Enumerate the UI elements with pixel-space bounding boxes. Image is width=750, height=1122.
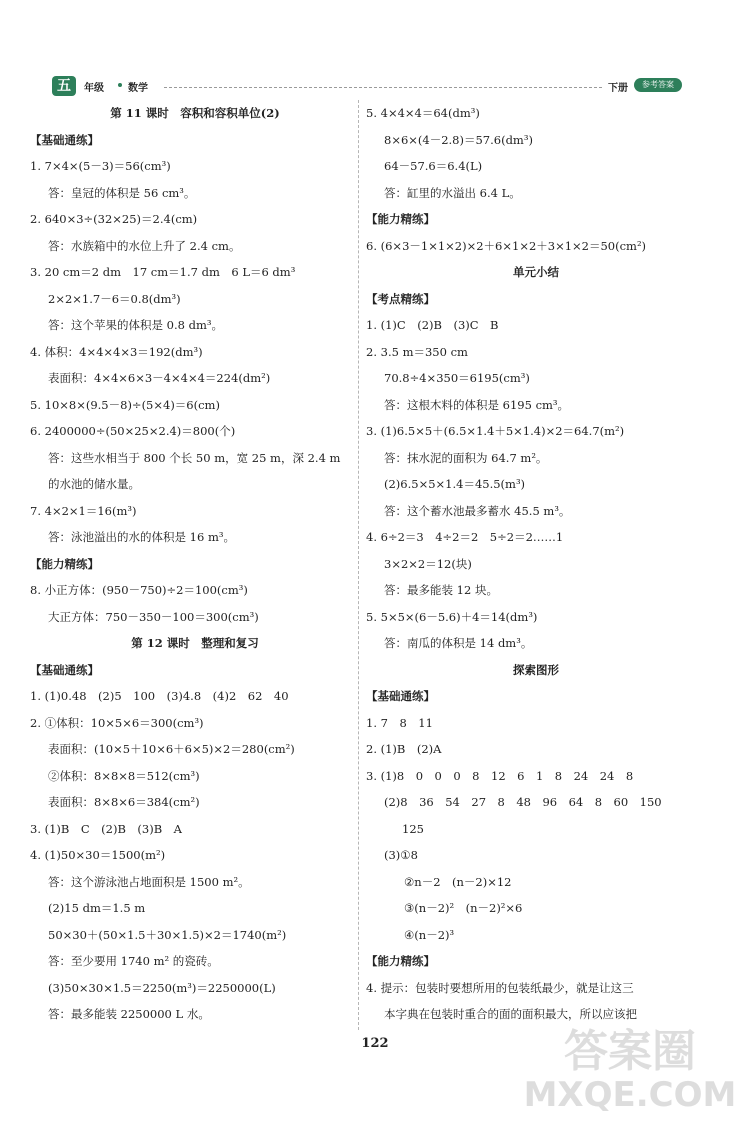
answer-line: ③(n－2)² (n－2)²×6 (404, 901, 523, 915)
answer-line: 答：最多能装 12 块。 (384, 583, 498, 597)
answer-line: 答：至少要用 1740 m² 的瓷砖。 (48, 954, 219, 968)
lesson-title: 第 12 课时 整理和复习 (131, 636, 259, 650)
answer-line: 3. (1)6.5×5＋(6.5×1.4＋5×1.4)×2＝64.7(m²) (366, 424, 625, 438)
answer-line: 答：南瓜的体积是 14 dm³。 (384, 636, 533, 650)
answer-line: 大正方体：750－350－100＝300(cm³) (48, 609, 259, 624)
answer-line: 4. 提示：包装时要想所用的包装纸最少，就是让这三 (366, 980, 634, 995)
answer-line: 答：这些水相当于 800 个长 50 m，宽 25 m，深 2.4 m (48, 450, 341, 465)
answer-line: 1. (1)C (2)B (3)C B (366, 318, 499, 332)
answer-line: (2)6.5×5×1.4＝45.5(m³) (384, 477, 526, 491)
answer-line: 1. (1)0.48 (2)5 100 (3)4.8 (4)2 62 40 (30, 689, 289, 703)
volume-label: 下册 (608, 83, 628, 94)
answer-line: 4. 体积：4×4×4×3＝192(dm³) (30, 344, 203, 359)
left-column (30, 100, 360, 1028)
answer-line: (2)8 36 54 27 8 48 96 64 8 60 150 (384, 795, 662, 809)
answer-line: 答：水族箱中的水位上升了 2.4 cm。 (48, 238, 241, 253)
answer-line: 3. 20 cm＝2 dm 17 cm＝1.7 dm 6 L＝6 dm³ (30, 265, 296, 279)
watermark-url: MXQE.COM (523, 1075, 737, 1115)
answer-line: 的水池的储水量。 (48, 477, 140, 491)
answer-line: 5. 4×4×4＝64(dm³) (366, 106, 480, 120)
section-heading: 【基础通练】 (30, 132, 99, 147)
answer-line: (3)50×30×1.5＝2250(m³)＝2250000(L) (48, 980, 276, 995)
answer-line: 50×30＋(50×1.5＋30×1.5)×2＝1740(m²) (48, 927, 287, 942)
answer-line: 125 (402, 821, 424, 836)
answer-line: 6. 2400000÷(50×25×2.4)＝800(个) (30, 424, 236, 438)
answer-line: 本字典在包装时重合的面的面积最大，所以应该把 (384, 1007, 637, 1021)
section-heading: 【能力精练】 (30, 556, 99, 571)
watermark-logo (520, 1026, 740, 1118)
page-header (30, 74, 720, 100)
answer-line: 64－57.6＝6.4(L) (384, 159, 483, 173)
answer-line: 答：泳池溢出的水的体积是 16 m³。 (48, 530, 235, 544)
lesson-title: 探索图形 (513, 662, 559, 677)
answer-line: 7. 4×2×1＝16(m³) (30, 503, 137, 518)
answer-line: 答：这个苹果的体积是 0.8 dm³。 (48, 318, 223, 332)
answer-line: 6. (6×3－1×1×2)×2＋6×1×2＋3×1×2＝50(cm²) (366, 238, 647, 253)
answer-line: 表面积：4×4×6×3－4×4×4＝224(dm²) (48, 371, 271, 385)
answer-line: 答：抹水泥的面积为 64.7 m²。 (384, 450, 548, 465)
answer-line: 70.8÷4×350＝6195(cm³) (384, 371, 530, 385)
section-heading: 【能力精练】 (366, 212, 435, 226)
answer-line: 答：最多能装 2250000 L 水。 (48, 1007, 210, 1021)
answer-line: ②体积：8×8×8＝512(cm³) (48, 768, 200, 783)
answer-line: 8. 小正方体：(950－750)÷2＝100(cm³) (30, 583, 248, 597)
answer-line: 2. ①体积：10×5×6＝300(cm³) (30, 715, 204, 730)
header-divider (164, 87, 602, 88)
answer-line: 3×2×2＝12(块) (384, 556, 472, 571)
section-heading: 【能力精练】 (366, 954, 435, 968)
answer-line: 表面积：(10×5＋10×6＋6×5)×2＝280(cm²) (48, 742, 295, 756)
answer-line: 3. (1)B C (2)B (3)B A (30, 821, 182, 836)
watermark-text: 答案圈 (564, 1026, 696, 1077)
answer-line: 答：皇冠的体积是 56 cm³。 (48, 185, 196, 200)
answer-line: 2. 3.5 m＝350 cm (366, 344, 468, 359)
answer-line: 2. 640×3÷(32×25)＝2.4(cm) (30, 212, 198, 226)
grade-label: 年级 (84, 83, 104, 94)
answer-line: 4. 6÷2＝3 4÷2＝2 5÷2＝2……1 (366, 530, 564, 544)
lesson-title: 第 11 课时 容积和容积单位(2) (110, 106, 280, 120)
page-number: 122 (361, 1036, 389, 1051)
answer-line: 表面积：8×8×6＝384(cm²) (48, 795, 200, 809)
answer-line: (3)①8 (384, 848, 418, 862)
answer-line: ②n－2 (n－2)×12 (404, 874, 512, 889)
answer-line: 1. 7 8 11 (366, 715, 433, 730)
section-heading: 【基础通练】 (366, 689, 435, 703)
answer-line: 答：这个游泳池占地面积是 1500 m²。 (48, 874, 250, 889)
section-heading: 【基础通练】 (30, 662, 99, 677)
answer-badge: 参考答案 (634, 78, 682, 92)
answer-line: 8×6×(4－2.8)＝57.6(dm³) (384, 132, 533, 147)
answer-line: 3. (1)8 0 0 0 8 12 6 1 8 24 24 8 (366, 768, 634, 783)
answer-line: 答：这个蓄水池最多蓄水 45.5 m³。 (384, 503, 571, 518)
answer-line: 答：这根木料的体积是 6195 cm³。 (384, 397, 570, 412)
right-column (366, 100, 706, 1028)
answer-line: (2)15 dm＝1.5 m (48, 901, 146, 915)
answer-line: 1. 7×4×(5－3)＝56(cm³) (30, 159, 171, 173)
answer-line: 答：缸里的水溢出 6.4 L。 (384, 185, 521, 200)
answer-line: 4. (1)50×30＝1500(m²) (30, 848, 166, 862)
subject-label: 数学 (128, 83, 148, 94)
section-heading: 【考点精练】 (366, 291, 435, 306)
answer-line: 2. (1)B (2)A (366, 742, 442, 756)
grade-badge: 五 (52, 76, 76, 96)
answer-line: 5. 10×8×(9.5－8)÷(5×4)＝6(cm) (30, 397, 220, 412)
answer-line: 5. 5×5×(6－5.6)＋4＝14(dm³) (366, 609, 538, 624)
header-dot-icon (118, 83, 122, 87)
answer-line: 2×2×1.7－6＝0.8(dm³) (48, 291, 181, 306)
column-divider (358, 100, 359, 1030)
answer-line: ④(n－2)³ (404, 927, 455, 942)
lesson-title: 单元小结 (513, 265, 559, 279)
